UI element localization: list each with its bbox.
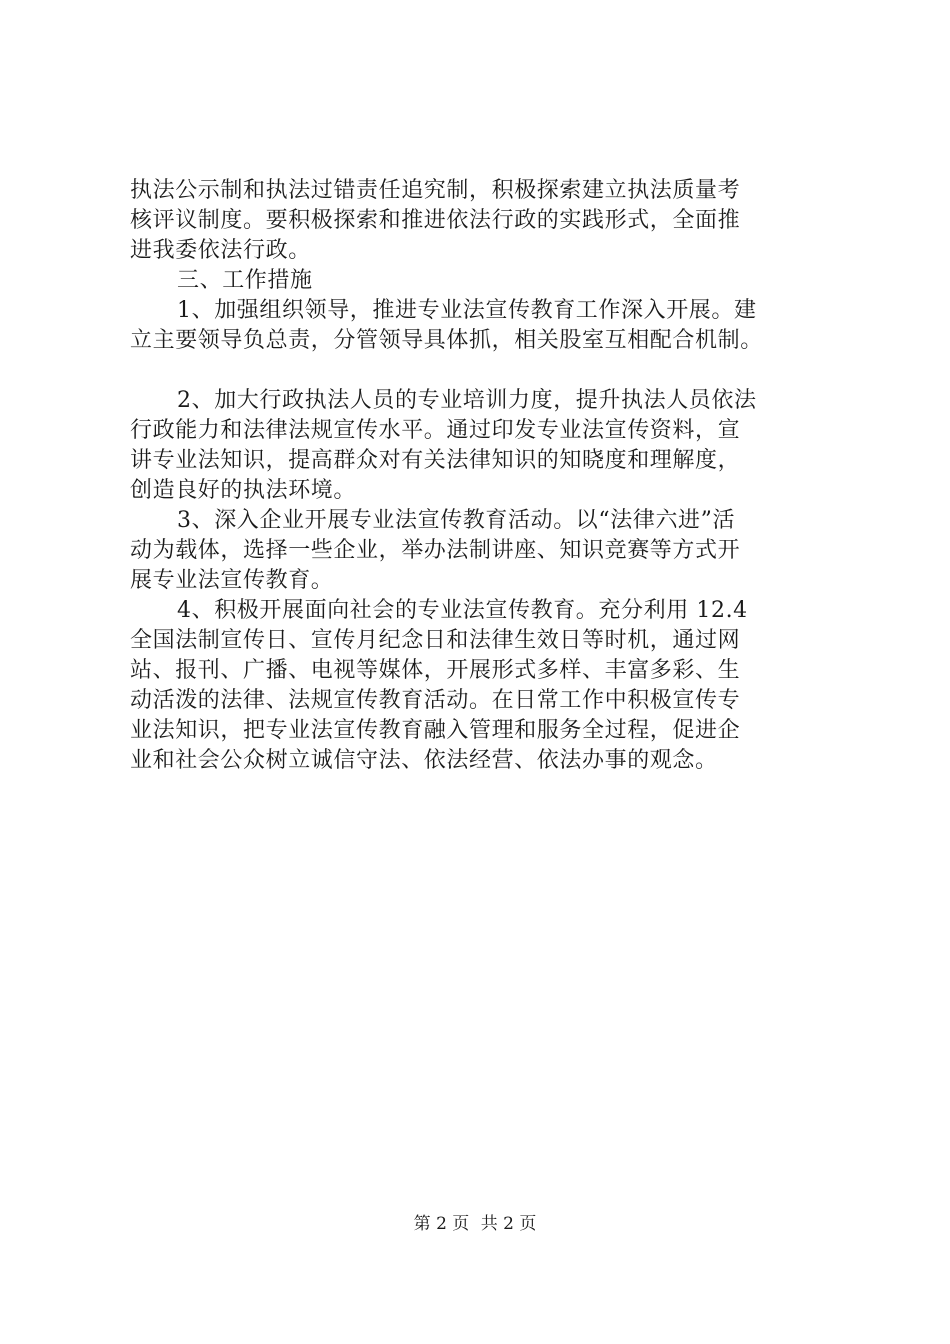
page-number: 第 2 页 <box>413 1214 470 1234</box>
body-text-line: 站、报刊、广播、电视等媒体，开展形式多样、丰富多彩、生 <box>130 658 741 683</box>
body-text-line: 立主要领导负总责，分管领导具体抓，相关股室互相配合机制。 <box>130 328 763 353</box>
body-text-line: 进我委依法行政。 <box>130 238 311 263</box>
page-total: 共 2 页 <box>480 1214 537 1234</box>
page-footer <box>0 1212 950 1236</box>
section-heading: 三、工作措施 <box>177 268 313 293</box>
body-text-line: 1、加强组织领导，推进专业法宣传教育工作深入开展。建 <box>177 298 757 323</box>
body-text-line: 行政能力和法律法规宣传水平。通过印发专业法宣传资料，宣 <box>130 418 741 443</box>
body-text-line: 核评议制度。要积极探索和推进依法行政的实践形式，全面推 <box>130 208 741 233</box>
body-text-line: 业法知识，把专业法宣传教育融入管理和服务全过程，促进企 <box>130 718 741 743</box>
body-text-line: 4、积极开展面向社会的专业法宣传教育。充分利用 12.4 <box>177 598 748 623</box>
body-text-line: 3、深入企业开展专业法宣传教育活动。以“法律六进”活 <box>177 508 736 533</box>
body-text-line: 全国法制宣传日、宣传月纪念日和法律生效日等时机，通过网 <box>130 628 741 653</box>
body-text-line: 动活泼的法律、法规宣传教育活动。在日常工作中积极宣传专 <box>130 688 741 713</box>
body-text-line: 业和社会公众树立诚信守法、依法经营、依法办事的观念。 <box>130 748 718 773</box>
body-text-line: 展专业法宣传教育。 <box>130 568 334 593</box>
body-text-line: 2、加大行政执法人员的专业培训力度，提升执法人员依法 <box>177 388 757 413</box>
body-text-line: 执法公示制和执法过错责任追究制，积极探索建立执法质量考 <box>130 178 741 203</box>
body-text-line: 动为载体，选择一些企业，举办法制讲座、知识竞赛等方式开 <box>130 538 741 563</box>
body-text-line: 讲专业法知识，提高群众对有关法律知识的知晓度和理解度， <box>130 448 741 473</box>
body-text-line: 创造良好的执法环境。 <box>130 478 357 503</box>
